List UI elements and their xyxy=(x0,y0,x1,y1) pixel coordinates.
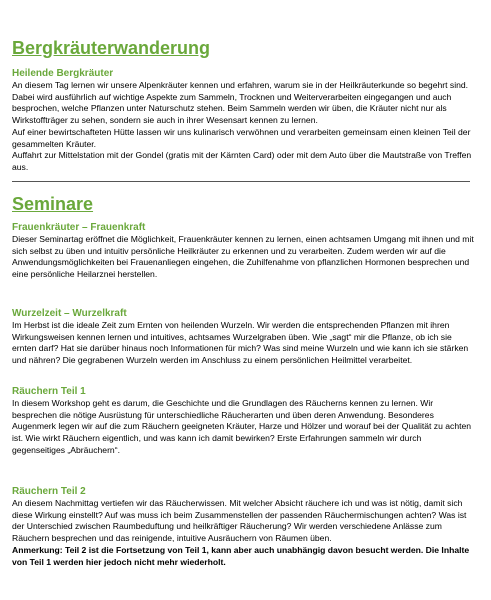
paragraph-frauenkraeuter: Dieser Seminartag eröffnet die Möglichkeit, Frauenkräuter kennen zu lernen, einen achtsamen Umgang mit ihnen und mit sich selbst zu üben und intuitiv persönliche Heilkräuter zu erkennen und zu verarbeiten. Zudem werden wir auf die Anwendungsmöglichkeiten bei Frauenanliegen eingehen, die Zuhilfenahme von pflanzlichen Hormonen besprechen und eine persönliche Heilarznei herstellen. xyxy=(12,234,474,280)
paragraph-bergkraeuter-3: Auffahrt zur Mittelstation mit der Gondel (gratis mit der Kärnten Card) oder mit dem Auto über die Mautstraße von Treffen aus. xyxy=(12,150,472,172)
paragraph-raeuchern-2: An diesem Nachmittag vertiefen wir das Räucherwissen. Mit welcher Absicht räuchere ich und was ist nötig, damit sich diese Wirkung einstellt? Auf was muss ich beim Zusammenstellen der passenden Räuchermischungen achten? Was ist der Unterschied zwischen Raumbeduftung und heilkräftiger Räucherung? Wir werden verschiedene Anlässe zum Räuchern besprechen und das reinigende, intuitive Ausräuchern von Räumen üben. xyxy=(12,498,467,544)
heading-heilende-bergkraeuter: Heilende Bergkräuter xyxy=(12,68,114,79)
section-bergkraeuterwanderung xyxy=(12,38,474,174)
section-raeuchern-2 xyxy=(12,485,474,568)
title-seminare: Seminare xyxy=(12,194,94,214)
note-raeuchern-2: Anmerkung: Teil 2 ist die Fortsetzung von Teil 1, kann aber auch unabhängig davon besucht werden. Die Inhalte von Teil 1 werden hier jedoch nicht mehr wiederholt. xyxy=(12,544,470,567)
divider xyxy=(12,181,470,182)
paragraph-raeuchern-1: In diesem Workshop geht es darum, die Geschichte und die Grundlagen des Räucherns kennen zu lernen. Wir besprechen die nötige Ausrüstung für unterschiedliche Räucherarten und üben deren Anwendung. Besonderes Augenmerk legen wir auf die zum Räuchern geeigneten Kräuter, Harze und Hölzer und worauf bei der Qualität zu achten ist. Wie wirkt Räuchern eigentlich, und was kann ich damit bewirken? Erste Erfahrungen sammeln wir durch gegenseitiges „Abräuchern“. xyxy=(12,398,472,455)
section-wurzelzeit xyxy=(12,307,474,367)
paragraph-bergkraeuter-1: An diesem Tag lernen wir unsere Alpenkräuter kennen und erfahren, warum sie in der Heilkräuterkunde so begehrt sind. Dabei wird ausführlich auf wichtige Aspekte zum Sammeln, Trocknen und Weiterverarbeiten eingegangen und auch besprochen, welche Pflanzen unter Naturschutz stehen. Beim Sammeln werden wir üben, die Kräuter nicht nur als Wirkstoffträger zu sehen, sondern sie auch in ihrer Wesensart kennen zu lernen. xyxy=(12,80,469,126)
paragraph-bergkraeuter-2: Auf einer bewirtschafteten Hütte lassen wir uns kulinarisch verwöhnen und verarbeiten gemeinsam einen kleinen Teil der gesammelten Kräuter. xyxy=(12,126,471,149)
paragraph-wurzelzeit: Im Herbst ist die ideale Zeit zum Ernten von heilenden Wurzeln. Wir werden die entsprechenden Pflanzen mit ihren Wirkungsweisen kennen lernen und intuitives, achtsames Wurzelgraben üben. Wie „sagt“ mir die Pflanze, ob ich sie ernten darf? Hat sie darüber hinaus noch Informationen für mich? Was sind meine Wurzeln und wie kann ich sie stärken und nähren? Die gegrabenen Wurzeln werden im Anschluss zu einem persönlichen Heilmittel verarbeitet. xyxy=(12,320,469,366)
section-raeuchern-1 xyxy=(12,385,474,457)
heading-frauenkraeuter: Frauenkräuter – Frauenkraft xyxy=(12,222,146,233)
heading-wurzelzeit: Wurzelzeit – Wurzelkraft xyxy=(12,308,127,319)
heading-raeuchern-teil-2: Räuchern Teil 2 xyxy=(12,486,86,497)
title-bergkraeuterwanderung: Bergkräuterwanderung xyxy=(12,38,211,58)
section-seminare xyxy=(12,194,474,281)
heading-raeuchern-teil-1: Räuchern Teil 1 xyxy=(12,386,86,397)
